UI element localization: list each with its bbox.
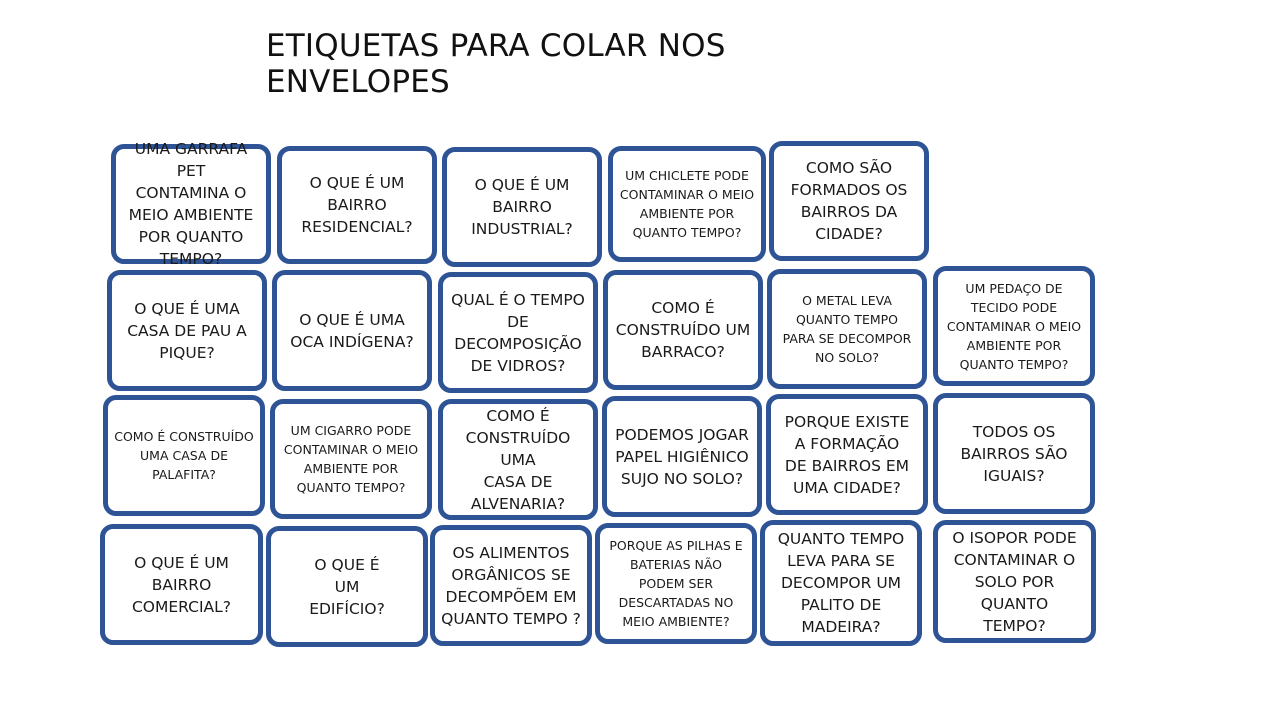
label-text: QUAL É O TEMPO DE DECOMPOSIÇÃO DE VIDROS? (451, 290, 585, 375)
label-text: PORQUE EXISTE A FORMAÇÃO DE BAIRROS EM UMA CIDADE? (784, 412, 910, 497)
label-text: COMO SÃO FORMADOS OS BAIRROS DA CIDADE? (790, 159, 908, 243)
label-text: UM CIGARRO PODE CONTAMINAR O MEIO AMBIENTE POR QUANTO TEMPO? (283, 423, 419, 495)
label-card (438, 272, 598, 393)
label-text: UMA GARRAFA PET CONTAMINA O MEIO AMBIENTE POR QUANTO TEMPO? (128, 140, 254, 268)
label-card (766, 394, 928, 515)
label-text: O QUE É UM BAIRRO COMERCIAL? (131, 553, 232, 616)
label-card (107, 270, 267, 391)
label-text: COMO É CONSTRUÍDO UMA CASA DE ALVENARIA? (465, 406, 571, 513)
label-text: QUANTO TEMPO LEVA PARA SE DECOMPOR UM PALITO DE MADEIRA? (777, 530, 905, 636)
label-card (933, 520, 1096, 643)
label-card (608, 146, 766, 262)
label-card (602, 396, 762, 517)
label-card (603, 270, 763, 390)
label-text: O QUE É UMA OCA INDÍGENA? (290, 310, 414, 351)
label-card (103, 395, 265, 516)
label-card (430, 525, 592, 646)
label-text: UM CHICLETE PODE CONTAMINAR O MEIO AMBIENTE POR QUANTO TEMPO? (619, 168, 755, 240)
label-card (266, 526, 428, 647)
label-card (760, 520, 922, 646)
label-card (595, 523, 757, 644)
label-card (100, 524, 263, 645)
label-text: O QUE É UM BAIRRO INDUSTRIAL? (471, 176, 573, 238)
label-card (270, 399, 432, 519)
label-card (438, 399, 598, 520)
label-card (933, 393, 1095, 514)
label-text: O QUE É UMA CASA DE PAU A PIQUE? (127, 299, 247, 362)
label-text: COMO É CONSTRUÍDO UMA CASA DE PALAFITA? (114, 429, 254, 482)
label-card (769, 141, 929, 261)
label-card (272, 270, 432, 391)
label-text: PORQUE AS PILHAS E BATERIAS NÃO PODEM SER DESCARTADAS NO MEIO AMBIENTE? (609, 538, 743, 629)
label-card (277, 146, 437, 264)
label-card (111, 140, 271, 268)
label-text: O ISOPOR PODE CONTAMINAR O SOLO POR QUANTO TEMPO? (952, 528, 1077, 635)
label-text: OS ALIMENTOS ORGÂNICOS SE DECOMPÕEM EM QUANTO TEMPO ? (441, 543, 581, 628)
label-card (933, 266, 1095, 386)
label-card (442, 147, 602, 267)
label-text: O QUE É UM EDIFÍCIO? (309, 555, 385, 618)
label-text: O QUE É UM BAIRRO RESIDENCIAL? (301, 174, 413, 236)
label-card (767, 269, 927, 389)
label-text: COMO É CONSTRUÍDO UM BARRACO? (615, 299, 751, 361)
label-text: O METAL LEVA QUANTO TEMPO PARA SE DECOMPOR NO SOLO? (782, 293, 912, 365)
label-text: TODOS OS BAIRROS SÃO IGUAIS? (960, 422, 1068, 485)
page-title: ETIQUETAS PARA COLAR NOS ENVELOPES (266, 28, 726, 100)
label-text: UM PEDAÇO DE TECIDO PODE CONTAMINAR O MEIO AMBIENTE POR QUANTO TEMPO? (946, 280, 1082, 372)
label-text: PODEMOS JOGAR PAPEL HIGIÊNICO SUJO NO SOLO? (615, 425, 749, 488)
